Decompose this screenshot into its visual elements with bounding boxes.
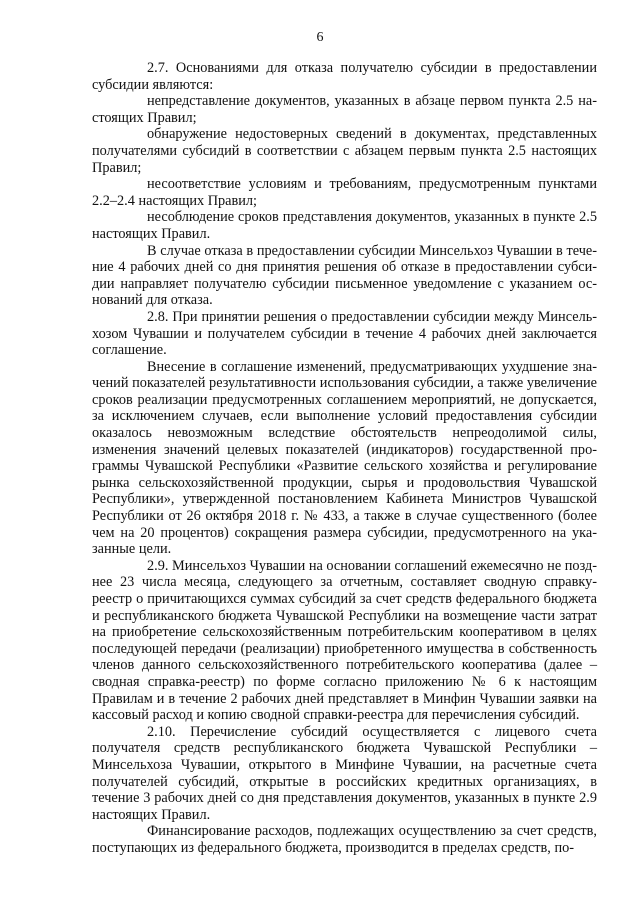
list-item-deadline-violation: несоблюдение сроков представления документов, указанных в пункте 2.5 настоящих Правил. xyxy=(92,209,597,242)
paragraph-2-8: 2.8. При принятии решения о предоставлении субсидии между Минсельхозом Чувашии и получателем субсидии в течение 4 рабочих дней заключается соглашение. xyxy=(92,308,597,359)
list-item-false-information: обнаружение недостоверных сведений в документах, представленных получателями субсидий в соответствии с абзацем первым пункта 2.5 настоящих Правил; xyxy=(92,126,597,176)
paragraph-financing: Финансирование расходов, подлежащих осуществлению за счет средств, поступающих из федерального бюджета, производится в пределах средств, по- xyxy=(92,823,597,856)
paragraph-refusal-notice: В случае отказа в предоставлении субсидии Минсельхоз Чувашии в течение 4 рабочих дней со дня принятия решения об отказе в предоставлении субсидии направляет получателю субсидии письменное уведомление с указанием оснований для отказа. xyxy=(92,242,597,309)
page-number: 6 xyxy=(316,30,324,45)
list-item-documents-not-submitted: непредставление документов, указанных в абзаце первом пункта 2.5 настоящих Правил; xyxy=(92,93,597,126)
list-item-conditions-mismatch: несоответствие условиям и требованиям, предусмотренным пунктами 2.2–2.4 настоящих Правил; xyxy=(92,176,597,209)
paragraph-2-9: 2.9. Минсельхоз Чувашии на основании соглашений ежемесячно не позднее 23 числа месяца, следующего за отчетным, составляет сводную справку-реестр о причитающихся суммах субсидий за счет средств федерального бюджета и республиканского бюджета Чувашской Республики на возмещение части затрат на приобретение сельскохозяйственным потребительским кооперативом в целях последующей передачи (реализации) приобретенного имущества в собственность членов данного сельскохозяйственного потребительского кооператива (далее – сводная справка-реестр) по форме согласно приложению № 6 к настоящим Правилам и в течение 2 рабочих дней представляет в Минфин Чувашии заявки на кассовый расход и копию сводной справки-реестра для перечисления субсидий. xyxy=(92,557,597,724)
paragraph-2-7: 2.7. Основаниями для отказа получателю субсидии в предоставлении субсидии являются: xyxy=(92,60,597,93)
paragraph-agreement-changes: Внесение в соглашение изменений, предусматривающих ухудшение значений показателей результативности использования субсидии, а также увеличение сроков реализации предусмотренных соглашением мероприятий, не допускается, за исключением случаев, если выполнение условий предоставления субсидии оказалось невозможным вследствие обстоятельств непреодолимой силы, изменения значений целевых показателей (индикаторов) государственной программы Чувашской Республики «Развитие сельского хозяйства и регулирование рынка сельскохозяйственной продукции, сырья и продовольствия Чувашской Республики», утвержденной постановлением Кабинета Министров Чувашской Республики от 26 октября 2018 г. № 433, а также в случае существенного (более чем на 20 процентов) сокращения размера субсидии, предусмотренного на указанные цели. xyxy=(92,358,597,558)
document-body xyxy=(92,60,597,857)
paragraph-2-10: 2.10. Перечисление субсидий осуществляется с лицевого счета получателя средств республиканского бюджета Чувашской Республики – Минсельхоза Чувашии, открытого в Минфине Чувашии, на расчетные счета получателей субсидий, открытые в российских кредитных организациях, в течение 3 рабочих дней со дня представления документов, указанных в пункте 2.9 настоящих Правил. xyxy=(92,723,597,823)
